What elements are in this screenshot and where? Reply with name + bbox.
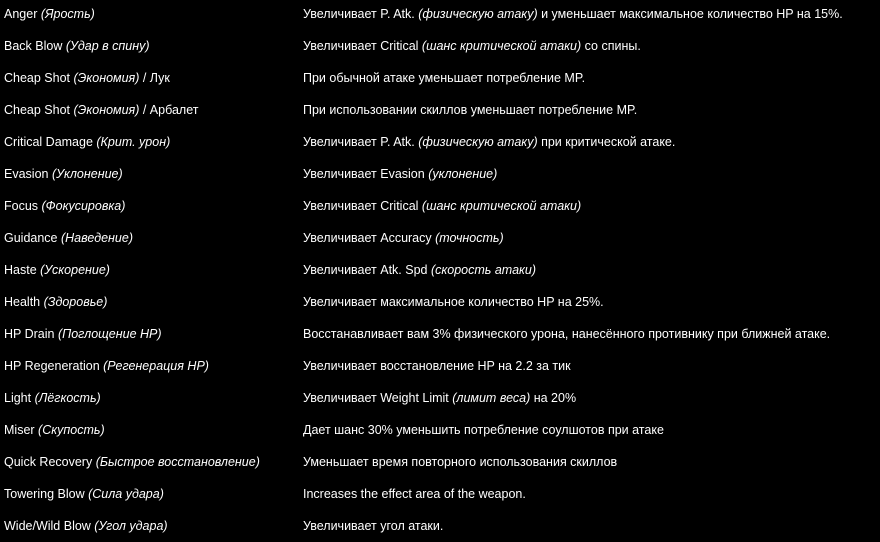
skill-name: Haste (Ускорение) xyxy=(4,263,110,277)
skill-description: Увеличивает Atk. Spd (скорость атаки) xyxy=(303,263,537,277)
skill-description: Увеличивает Critical (шанс критической атаки) со спины. xyxy=(303,39,641,53)
skill-description: Увеличивает максимальное количество HP на 25%. xyxy=(303,295,604,309)
table-row xyxy=(0,126,880,158)
skill-description: Увеличивает восстановление HP на 2.2 за тик xyxy=(303,359,571,373)
skill-description: Увеличивает угол атаки. xyxy=(303,519,444,533)
skill-description: Увеличивает Accuracy (точность) xyxy=(303,231,504,245)
table-row xyxy=(0,254,880,286)
table-row xyxy=(0,446,880,478)
table-row xyxy=(0,30,880,62)
skill-description: Восстанавливает вам 3% физического урона, нанесённого противнику при ближней атаке. xyxy=(303,327,831,341)
skill-description: Уменьшает время повторного использования скиллов xyxy=(303,455,618,469)
table-row xyxy=(0,478,880,510)
skill-name: Quick Recovery (Быстрое восстановление) xyxy=(4,455,260,469)
skill-description: Увеличивает Weight Limit (лимит веса) на 20% xyxy=(303,391,577,405)
skill-description: При использовании скиллов уменьшает потребление MP. xyxy=(303,103,638,117)
skill-description: Увеличивает P. Atk. (физическую атаку) и уменьшает максимальное количество HP на 15%. xyxy=(303,7,843,21)
skill-description: Increases the effect area of the weapon. xyxy=(303,487,526,501)
table-row xyxy=(0,94,880,126)
table-row xyxy=(0,158,880,190)
skill-name: Cheap Shot (Экономия) / Арбалет xyxy=(4,103,199,117)
skill-name: HP Regeneration (Регенерация HP) xyxy=(4,359,209,373)
skill-description: Увеличивает P. Atk. (физическую атаку) при критической атаке. xyxy=(303,135,676,149)
skill-name: Guidance (Наведение) xyxy=(4,231,133,245)
skill-name: Cheap Shot (Экономия) / Лук xyxy=(4,71,170,85)
table-row xyxy=(0,286,880,318)
table-row xyxy=(0,190,880,222)
table-row xyxy=(0,350,880,382)
table-row xyxy=(0,0,880,30)
skill-name: Critical Damage (Крит. урон) xyxy=(4,135,171,149)
skill-description: Увеличивает Critical (шанс критической атаки) xyxy=(303,199,582,213)
table-row xyxy=(0,62,880,94)
skill-description: Дает шанс 30% уменьшить потребление соулшотов при атаке xyxy=(303,423,664,437)
skill-name: Anger (Ярость) xyxy=(4,7,95,21)
skill-description: Увеличивает Evasion (уклонение) xyxy=(303,167,498,181)
table-row xyxy=(0,382,880,414)
skill-name: Focus (Фокусировка) xyxy=(4,199,126,213)
skill-name: Light (Лёгкость) xyxy=(4,391,101,405)
skill-name: Towering Blow (Сила удара) xyxy=(4,487,164,501)
table-row xyxy=(0,318,880,350)
skill-name: Wide/Wild Blow (Угол удара) xyxy=(4,519,168,533)
skill-name: Miser (Скупость) xyxy=(4,423,105,437)
skill-description: При обычной атаке уменьшает потребление MP. xyxy=(303,71,586,85)
skill-name: Evasion (Уклонение) xyxy=(4,167,123,181)
skill-name: Health (Здоровье) xyxy=(4,295,108,309)
table-row xyxy=(0,222,880,254)
skill-name: HP Drain (Поглощение HP) xyxy=(4,327,162,341)
table-row xyxy=(0,510,880,542)
skill-name: Back Blow (Удар в спину) xyxy=(4,39,150,53)
table-row xyxy=(0,414,880,446)
